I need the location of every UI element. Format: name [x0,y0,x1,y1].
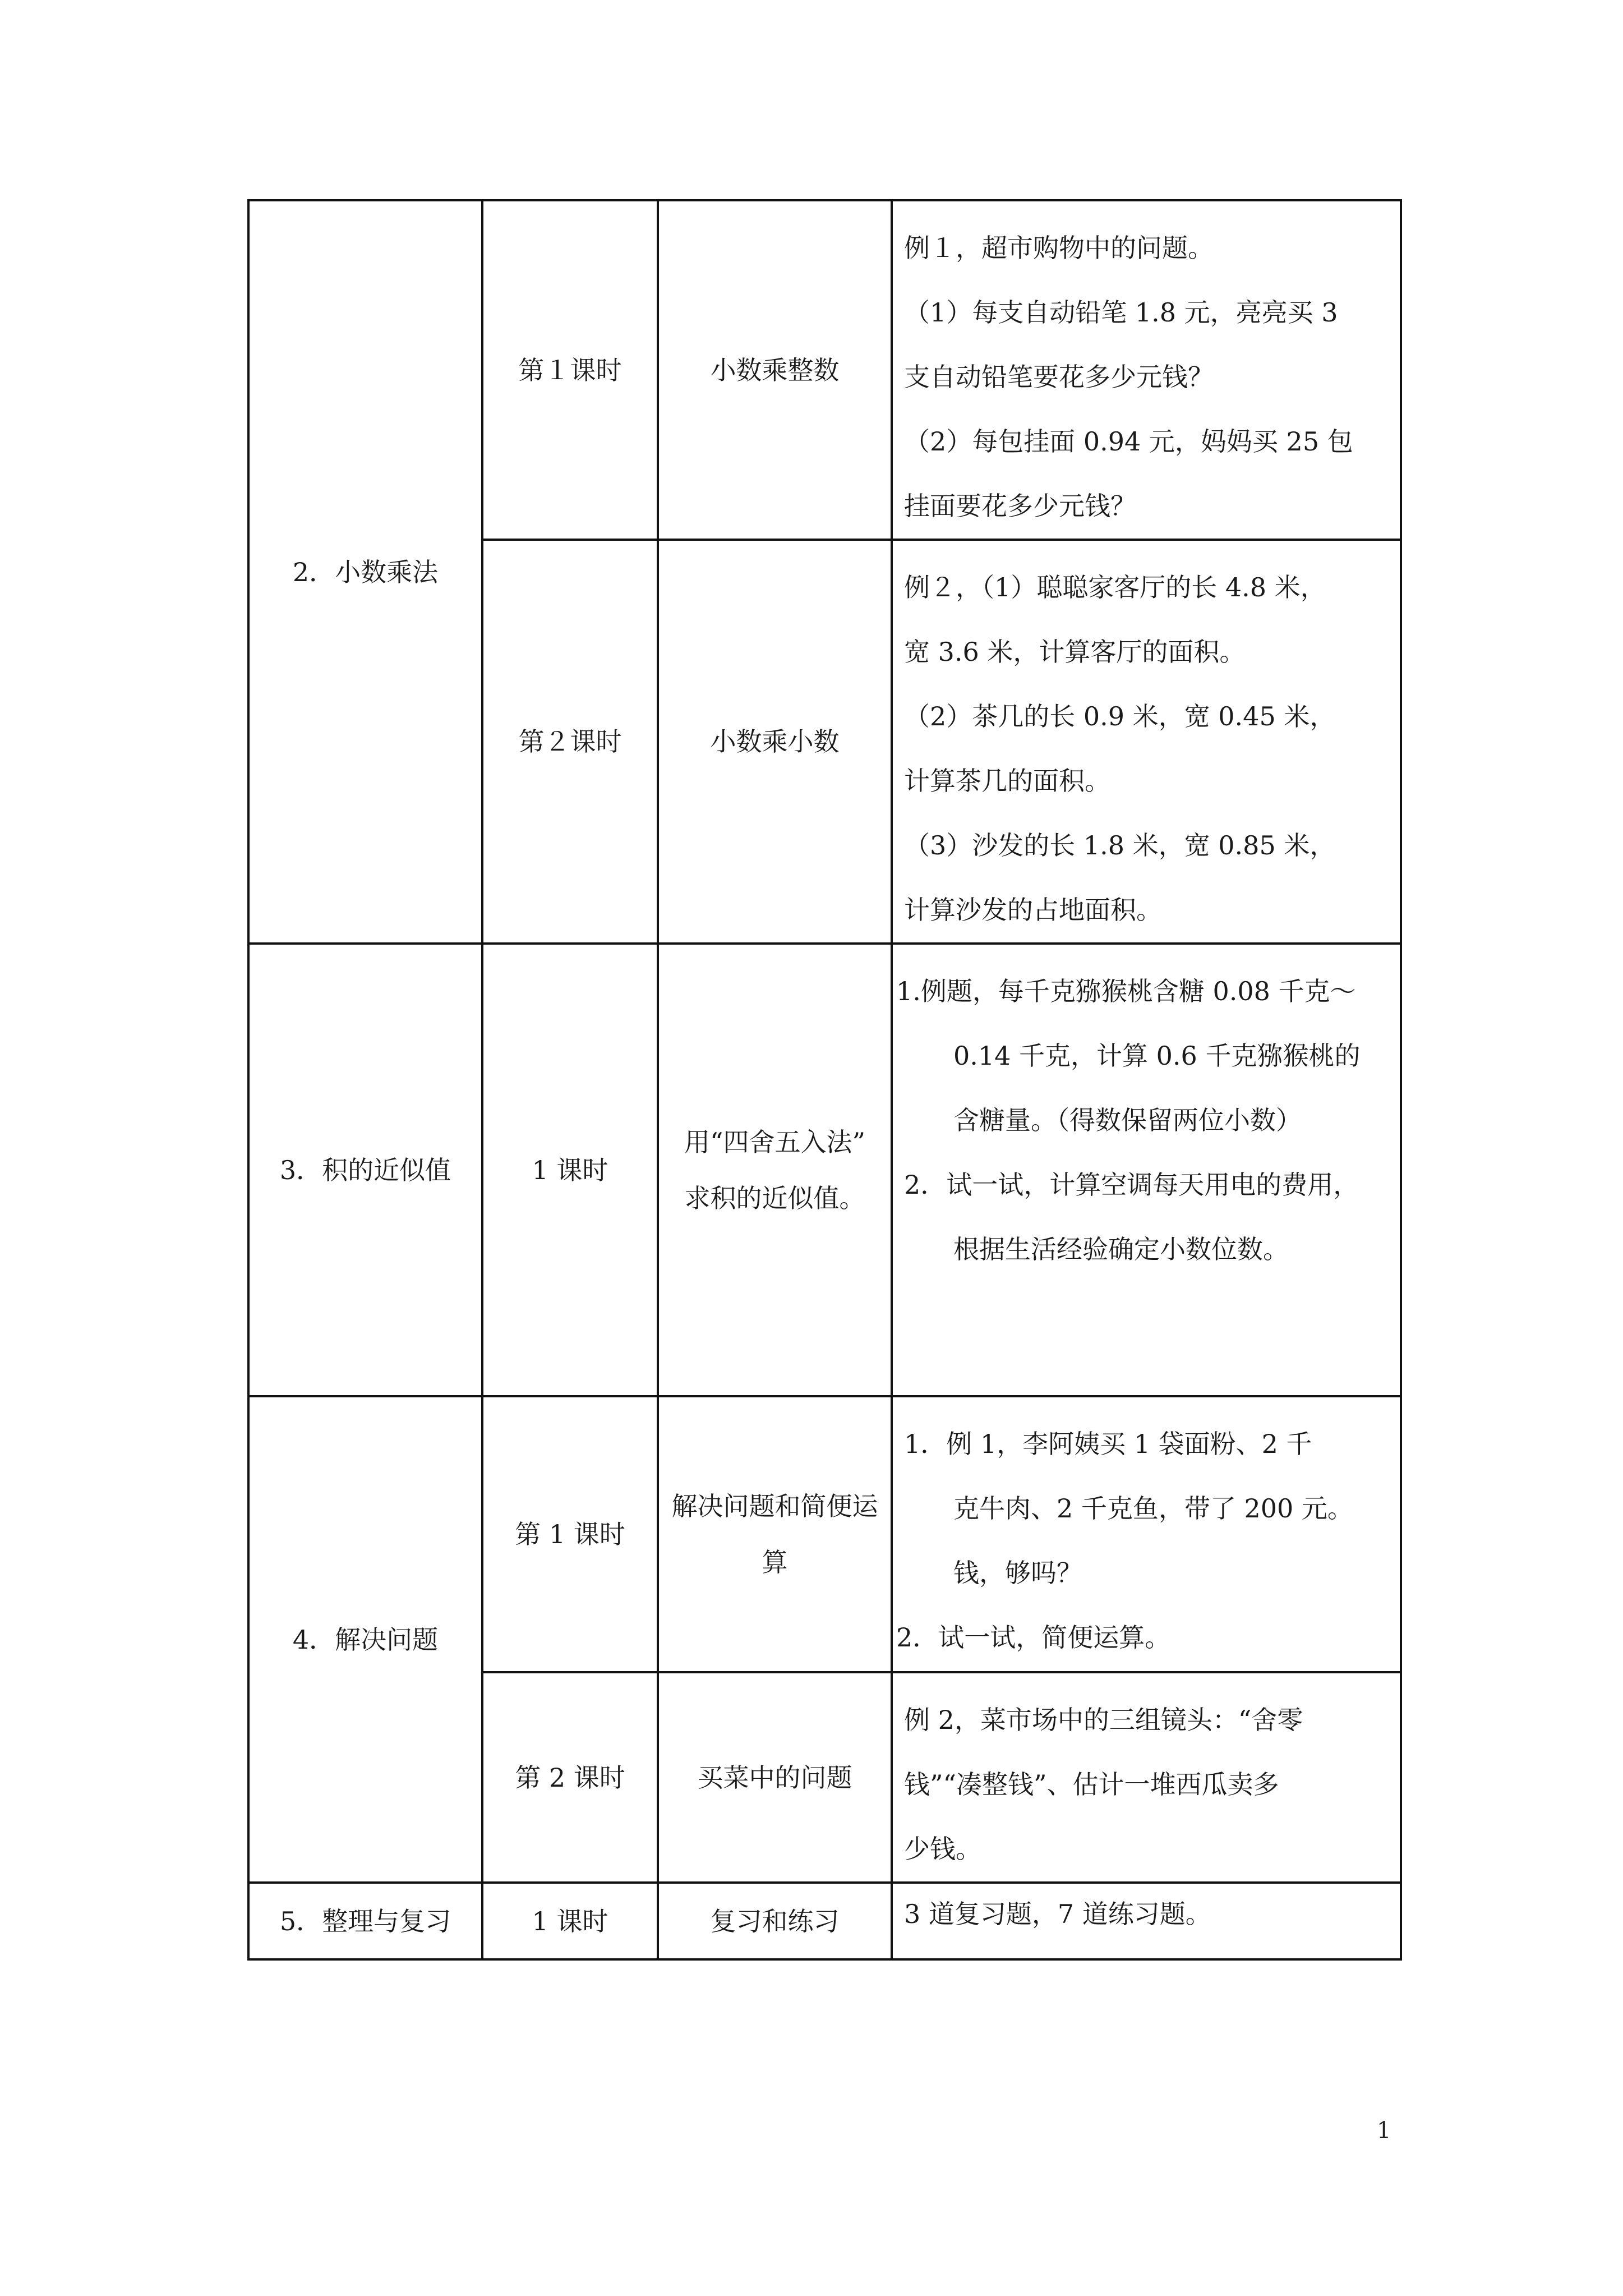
period-label: 第 2 课时 [515,1762,625,1793]
example-line: 钱，够吗？ [953,1558,1082,1588]
example-line: 3 道复习题，7 道练习题。 [904,1899,1211,1929]
example-line: 克牛肉、2 千克鱼，带了 200 元。 [953,1493,1353,1524]
period-label: 第２课时 [518,726,622,757]
example-line: 计算沙发的占地面积。 [904,895,1162,925]
examples-cell [892,1396,1401,1672]
period-cell [482,1672,658,1883]
examples-cell [892,1883,1401,1959]
unit-cell [248,1396,482,1883]
period-cell [482,200,658,540]
topic-label [659,1478,891,1590]
period-label: 1 课时 [532,1154,608,1185]
unit-label: 5．整理与复习 [279,1906,451,1936]
example-line: 含糖量。（得数保留两位小数） [953,1105,1302,1135]
table-row [248,1883,1401,1959]
example-line: （1）每支自动铅笔 1.8 元，亮亮买 3 [904,297,1338,328]
topic-label: 小数乘整数 [710,355,840,385]
example-line: 少钱。 [904,1834,981,1864]
topic-line: 算 [762,1547,788,1577]
example-line: 2．试一试，计算空调每天用电的费用， [904,1170,1359,1200]
period-cell [482,540,658,944]
examples-cell [892,1672,1401,1883]
topic-label [659,1114,891,1226]
topic-cell [658,1883,892,1959]
topic-cell [658,944,892,1396]
period-label: 第１课时 [518,355,622,385]
unit-cell [248,1883,482,1959]
examples-cell [892,944,1401,1396]
example-line: 计算茶几的面积。 [904,766,1110,796]
example-line: 宽 3.6 米，计算客厅的面积。 [904,637,1246,667]
examples-cell [892,540,1401,944]
example-line: 例２，（1）聪聪家客厅的长 4.8 米， [904,572,1326,602]
topic-label: 小数乘小数 [710,726,840,757]
unit-label: 4．解决问题 [292,1624,439,1655]
unit-cell [248,944,482,1396]
period-label: 1 课时 [532,1906,608,1936]
example-line: 2．试一试，简便运算。 [896,1622,1171,1653]
topic-label: 买菜中的问题 [697,1762,852,1793]
example-line: 钱”“凑整钱”、估计一堆西瓜卖多 [904,1769,1279,1800]
topic-line: 求积的近似值。 [684,1182,865,1213]
period-label: 第 1 课时 [515,1519,625,1549]
table-row [248,944,1401,1396]
unit-label: 3．积的近似值 [279,1154,451,1185]
period-cell [482,1396,658,1672]
example-line: （3）沙发的长 1.8 米，宽 0.85 米， [904,830,1336,861]
topic-cell [658,1672,892,1883]
period-cell [482,944,658,1396]
unit-cell [248,200,482,944]
table-row [248,1396,1401,1672]
example-line: 1．例 1，李阿姨买 1 袋面粉、2 千 [904,1429,1312,1459]
example-line: 例 2，菜市场中的三组镜头：“舍零 [904,1705,1303,1735]
topic-cell [658,540,892,944]
example-line: 根据生活经验确定小数位数。 [953,1234,1289,1264]
period-cell [482,1883,658,1959]
topic-line: 用“四舍五入法” [684,1126,866,1157]
examples-cell [892,200,1401,540]
table-row [248,200,1401,540]
topic-label: 复习和练习 [710,1906,840,1936]
topic-cell [658,1396,892,1672]
topic-cell [658,200,892,540]
example-line: （2）茶几的长 0.9 米，宽 0.45 米， [904,701,1336,731]
page-number: 1 [1377,2118,1391,2143]
example-line: （2）每包挂面 0.94 元，妈妈买 25 包 [904,426,1353,457]
example-line: 0.14 千克，计算 0.6 千克猕猴桃的 [953,1041,1361,1071]
example-line: 1.例题，每千克猕猴桃含糖 0.08 千克～ [896,976,1356,1006]
example-line: 挂面要花多少元钱？ [904,491,1136,521]
lesson-plan-table [247,199,1402,1961]
unit-label: 2．小数乘法 [292,556,439,587]
topic-line: 解决问题和简便运 [671,1491,878,1521]
example-line: 支自动铅笔要花多少元钱？ [904,362,1214,392]
example-line: 例１，超市购物中的问题。 [904,233,1214,263]
